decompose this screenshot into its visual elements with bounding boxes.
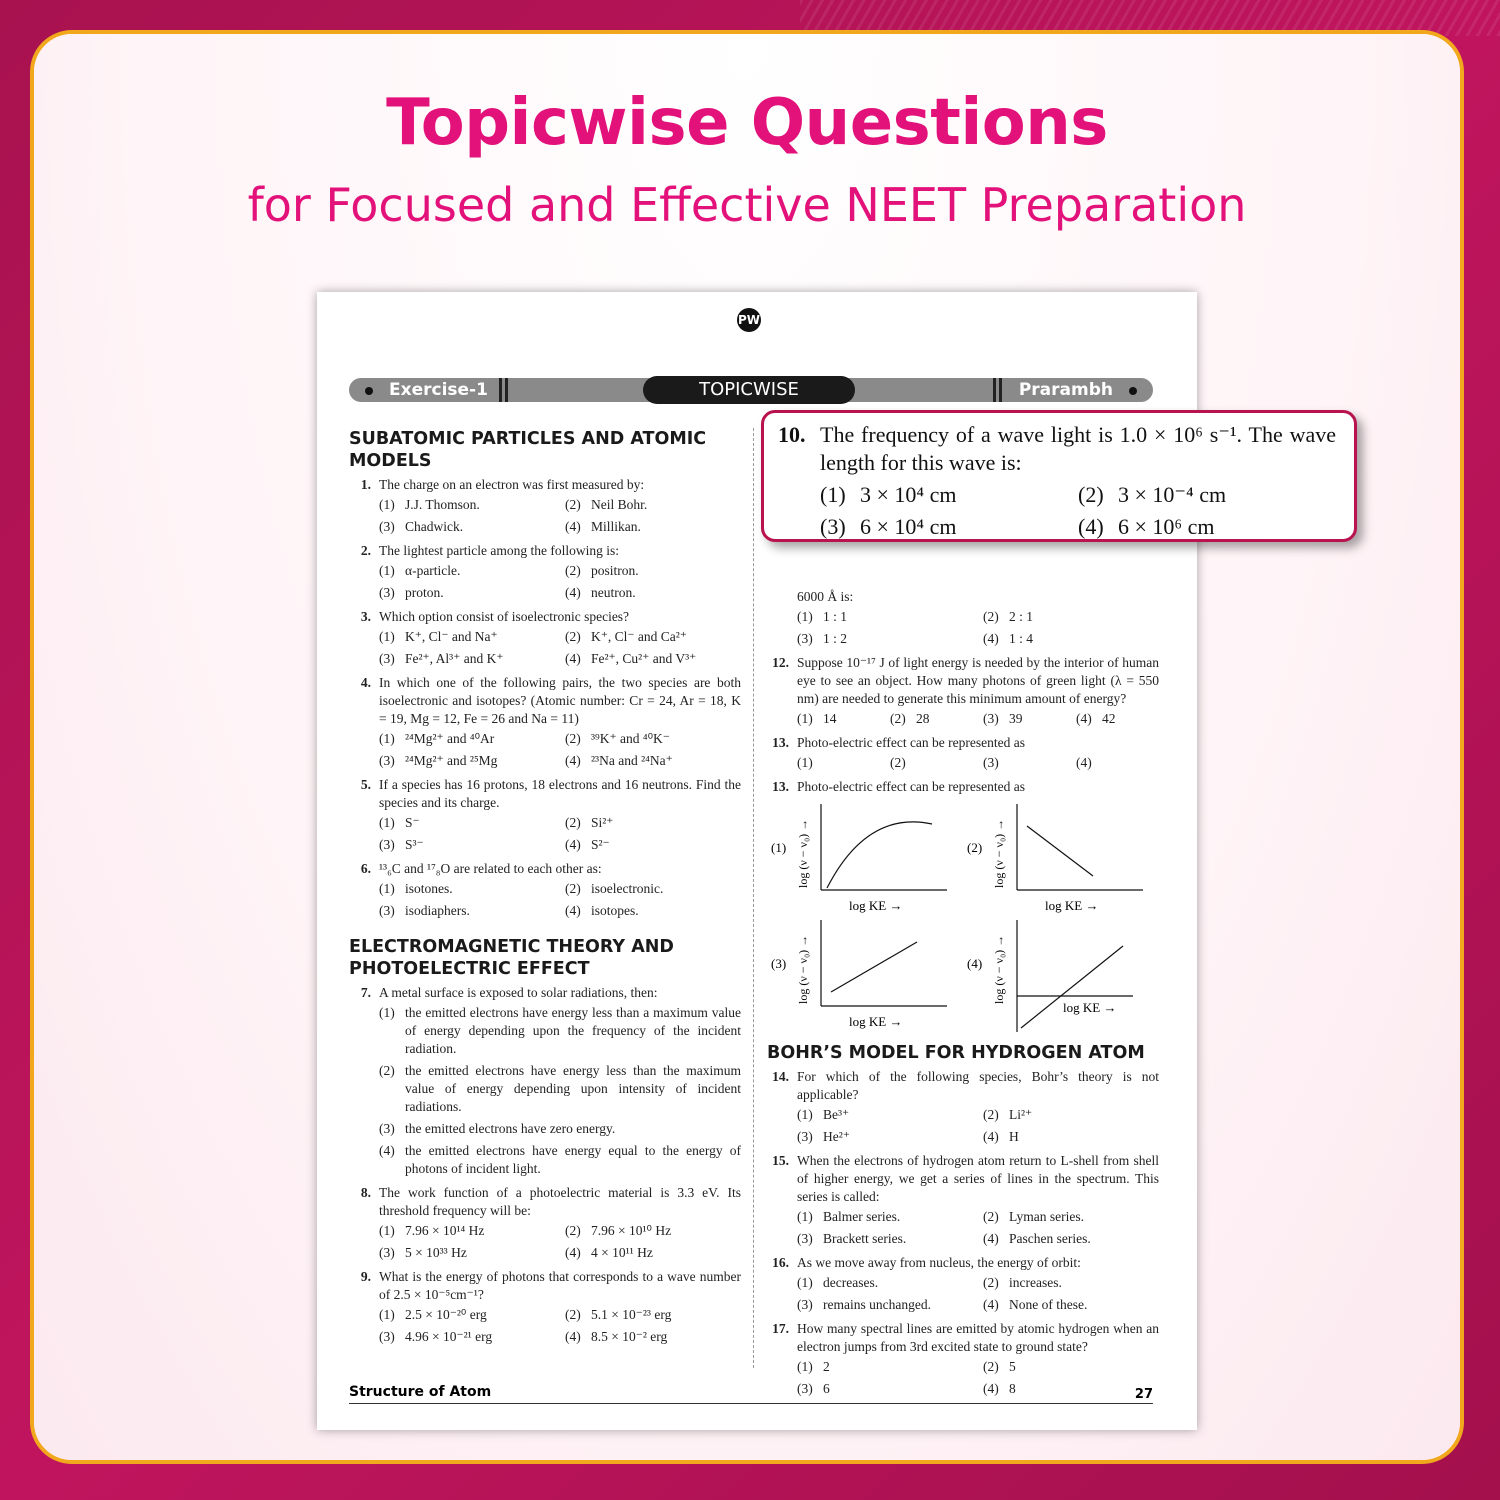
y-axis-label: log (ν − ν₀) → bbox=[796, 934, 810, 1004]
option-text: 2 bbox=[823, 1359, 830, 1374]
option-number: (4) bbox=[565, 1245, 581, 1260]
question-number: 17. bbox=[772, 1321, 789, 1336]
graph-line bbox=[1021, 946, 1123, 1028]
question-number: 7. bbox=[360, 985, 371, 1000]
question bbox=[767, 778, 1159, 796]
option-text: Be³⁺ bbox=[823, 1107, 850, 1122]
option bbox=[565, 1326, 741, 1348]
option-number: (2) bbox=[565, 563, 581, 578]
option-number: (2) bbox=[565, 881, 581, 896]
right-column bbox=[767, 588, 1159, 1404]
option bbox=[565, 878, 741, 900]
photoelectric-graphs bbox=[767, 778, 1159, 1032]
option bbox=[797, 1228, 973, 1250]
option-text: Balmer series. bbox=[823, 1209, 901, 1224]
option bbox=[797, 1378, 973, 1400]
question bbox=[349, 476, 741, 538]
question-text: Suppose 10⁻¹⁷ J of light energy is needed by the interior of human eye to see an object. How many photons of green light (λ = 550 nm) are needed to generate this minimum amount of energy? bbox=[797, 655, 1159, 706]
option-text: ²⁴Mg²⁺ and ²⁵Mg bbox=[405, 753, 498, 768]
option bbox=[565, 1242, 741, 1264]
banner-prarambh-label: Prarambh bbox=[1018, 380, 1113, 400]
option bbox=[565, 560, 741, 582]
option bbox=[379, 1118, 741, 1140]
option bbox=[565, 1304, 741, 1326]
option bbox=[379, 834, 555, 856]
option bbox=[797, 708, 880, 730]
option bbox=[379, 1002, 741, 1060]
question-number: 2. bbox=[360, 543, 371, 558]
option-text: S²⁻ bbox=[591, 837, 610, 852]
option-text: 8 bbox=[1009, 1381, 1016, 1396]
question-number: 12. bbox=[772, 655, 789, 670]
option bbox=[797, 1272, 973, 1294]
option-number: (2) bbox=[983, 1209, 999, 1224]
y-axis-label: log (ν − ν₀) → bbox=[992, 934, 1006, 1004]
option-number: (4) bbox=[565, 651, 581, 666]
option-number: (3) bbox=[797, 1129, 813, 1144]
option-text: 5 bbox=[1009, 1359, 1016, 1374]
option-text: 8.5 × 10⁻² erg bbox=[591, 1329, 668, 1344]
option-text: 5.1 × 10⁻²³ erg bbox=[591, 1307, 672, 1322]
option-text: isoelectronic. bbox=[591, 881, 664, 896]
question-text: The charge on an electron was first measured by: bbox=[379, 477, 645, 492]
option: (1) 3 × 10⁴ cm bbox=[820, 482, 957, 507]
option-number: (4) bbox=[565, 585, 581, 600]
option bbox=[565, 1220, 741, 1242]
question-text: What is the energy of photons that corresponds to a wave number of 2.5 × 10⁻⁵cm⁻¹? bbox=[379, 1269, 741, 1302]
option-text: proton. bbox=[405, 585, 444, 600]
y-axis-label: log (ν − ν₀) → bbox=[992, 818, 1006, 888]
option-number: (4) bbox=[565, 1329, 581, 1344]
graph-option-number: (1) bbox=[771, 840, 787, 855]
question bbox=[349, 542, 741, 604]
question bbox=[767, 1068, 1159, 1148]
option-number: (4) bbox=[565, 519, 581, 534]
banner-exercise-label: Exercise-1 bbox=[389, 380, 488, 400]
option-number: (1) bbox=[797, 1359, 813, 1374]
option-text: Neil Bohr. bbox=[591, 497, 648, 512]
option bbox=[379, 560, 555, 582]
option-text: Brackett series. bbox=[823, 1231, 907, 1246]
option-text: α-particle. bbox=[405, 563, 461, 578]
option-number: (2) bbox=[379, 1063, 395, 1078]
exercise-banner bbox=[349, 376, 1153, 404]
question bbox=[767, 654, 1159, 730]
option-number: (1) bbox=[379, 1307, 395, 1322]
option-number: (1) bbox=[379, 731, 395, 746]
option-text: Lyman series. bbox=[1009, 1209, 1084, 1224]
option-number: (4) bbox=[565, 903, 581, 918]
question-number: 16. bbox=[772, 1255, 789, 1270]
question bbox=[349, 674, 741, 772]
section-heading: BOHR’S MODEL FOR HYDROGEN ATOM bbox=[767, 1043, 1145, 1063]
option-number: (3) bbox=[379, 753, 395, 768]
question bbox=[767, 1320, 1159, 1400]
option: (3) 6 × 10⁴ cm bbox=[820, 514, 957, 539]
option bbox=[379, 878, 555, 900]
option-text: ³⁹K⁺ and ⁴⁰K⁻ bbox=[591, 731, 670, 746]
hero-subtitle: for Focused and Effective NEET Preparation bbox=[247, 178, 1247, 232]
option bbox=[983, 606, 1159, 628]
option-text: 28 bbox=[916, 711, 930, 726]
option-number: (4) bbox=[1076, 711, 1092, 726]
question bbox=[349, 608, 741, 670]
option-number: (4) bbox=[983, 631, 999, 646]
question bbox=[767, 588, 1159, 650]
option-number: (2) bbox=[565, 1223, 581, 1238]
option-text: ²³Na and ²⁴Na⁺ bbox=[591, 753, 673, 768]
option bbox=[379, 900, 555, 922]
option-number: (4) bbox=[983, 1129, 999, 1144]
option-number: (1) bbox=[379, 881, 395, 896]
option-text: None of these. bbox=[1009, 1297, 1088, 1312]
question-text: When the electrons of hydrogen atom return to L-shell from shell of higher energy, we get a series of lines in the spectrum. This series is called: bbox=[797, 1153, 1159, 1204]
option bbox=[797, 1356, 973, 1378]
question-number: 14. bbox=[772, 1069, 789, 1084]
question-number: 3. bbox=[360, 609, 371, 624]
option-text: Millikan. bbox=[591, 519, 641, 534]
option bbox=[379, 648, 555, 670]
option-text: 14 bbox=[823, 711, 837, 726]
option-number: (3) bbox=[983, 711, 999, 726]
question-number: 4. bbox=[360, 675, 371, 690]
option-text: 42 bbox=[1102, 711, 1116, 726]
option-number: (2) bbox=[983, 609, 999, 624]
option-text: He²⁺ bbox=[823, 1129, 850, 1144]
option bbox=[379, 1060, 741, 1118]
option-text: remains unchanged. bbox=[823, 1297, 931, 1312]
x-axis-label: log KE → bbox=[1045, 898, 1099, 913]
option-text: 5 × 10³³ Hz bbox=[405, 1245, 467, 1260]
question bbox=[767, 734, 1159, 774]
graph-option-2 bbox=[963, 800, 1153, 916]
option-number: (1) bbox=[379, 629, 395, 644]
option-text: the emitted electrons have energy less than the maximum value of energy depending upon intensity of incident radiations. bbox=[405, 1063, 741, 1114]
option bbox=[983, 1104, 1159, 1126]
option-number: (2) bbox=[983, 1359, 999, 1374]
content-frame bbox=[30, 30, 1464, 1464]
option-number: (4) bbox=[379, 1143, 395, 1158]
option bbox=[379, 812, 555, 834]
option-text: the emitted electrons have energy equal to the energy of photons of incident light. bbox=[405, 1143, 741, 1176]
option-number: (1) bbox=[797, 609, 813, 624]
x-axis-label: log KE → bbox=[849, 898, 903, 913]
option: (2) 3 × 10⁻⁴ cm bbox=[1078, 482, 1227, 507]
option bbox=[565, 648, 741, 670]
option bbox=[983, 1294, 1159, 1316]
option-number: (2) bbox=[565, 629, 581, 644]
option-text: isotones. bbox=[405, 881, 453, 896]
option bbox=[565, 750, 741, 772]
highlighted-question-callout bbox=[761, 410, 1357, 542]
option-text: J.J. Thomson. bbox=[405, 497, 480, 512]
question-number: 9. bbox=[360, 1269, 371, 1284]
option bbox=[797, 1294, 973, 1316]
option-text: Fe²⁺, Cu²⁺ and V³⁺ bbox=[591, 651, 697, 666]
option-number: (1) bbox=[797, 1107, 813, 1122]
graph-line bbox=[1027, 826, 1093, 876]
option bbox=[983, 1228, 1159, 1250]
option-number: (2) bbox=[565, 1307, 581, 1322]
option bbox=[797, 628, 973, 650]
option-number: (2) bbox=[983, 1275, 999, 1290]
question-number: 1. bbox=[360, 477, 371, 492]
option-number: (4) bbox=[565, 753, 581, 768]
option-text: 1 : 2 bbox=[823, 631, 848, 646]
option-number: (3) bbox=[379, 519, 395, 534]
option-number: (1) bbox=[797, 1209, 813, 1224]
option-text: positron. bbox=[591, 563, 639, 578]
option-number: (3) bbox=[379, 903, 395, 918]
option bbox=[379, 582, 555, 604]
question bbox=[349, 984, 741, 1180]
option-number: (3) bbox=[797, 631, 813, 646]
question-text: The work function of a photoelectric material is 3.3 eV. Its threshold frequency will be: bbox=[379, 1185, 741, 1218]
question-number: 13. bbox=[772, 735, 789, 750]
option-number: (1) bbox=[379, 1223, 395, 1238]
option bbox=[379, 1242, 555, 1264]
option bbox=[379, 728, 555, 750]
option-text: neutron. bbox=[591, 585, 636, 600]
question-text: If a species has 16 protons, 18 electrons and 16 neutrons. Find the species and its charge. bbox=[379, 777, 741, 810]
graph-option-1 bbox=[767, 800, 957, 916]
option-number: (3) bbox=[379, 1121, 395, 1136]
option bbox=[797, 1104, 973, 1126]
question-number: 5. bbox=[360, 777, 371, 792]
option-text: Fe²⁺, Al³⁺ and K⁺ bbox=[405, 651, 504, 666]
option bbox=[565, 728, 741, 750]
option-text: 2.5 × 10⁻²⁰ erg bbox=[405, 1307, 487, 1322]
option-text: ²⁴Mg²⁺ and ⁴⁰Ar bbox=[405, 731, 495, 746]
question-number: 8. bbox=[360, 1185, 371, 1200]
option bbox=[983, 1378, 1159, 1400]
option-text: H bbox=[1009, 1129, 1019, 1144]
option bbox=[797, 606, 973, 628]
option-text: 4.96 × 10⁻²¹ erg bbox=[405, 1329, 493, 1344]
option: (2) bbox=[890, 755, 906, 770]
question-text: In which one of the following pairs, the two species are both isoelectronic and isotopes? (Atomic number: Cr = 24, Ar = 18, K = 19, Mg = 12, Fe = 26 and Na = 11) bbox=[379, 675, 741, 726]
option-number: (2) bbox=[565, 815, 581, 830]
option-number: (3) bbox=[379, 1245, 395, 1260]
option-number: (1) bbox=[379, 1005, 395, 1020]
question-number: 13. bbox=[772, 779, 789, 794]
option bbox=[379, 1220, 555, 1242]
option-text: Si²⁺ bbox=[591, 815, 614, 830]
option-text: isodiaphers. bbox=[405, 903, 470, 918]
question-text: The lightest particle among the following is: bbox=[379, 543, 619, 558]
option bbox=[565, 626, 741, 648]
question bbox=[349, 860, 741, 922]
footer-rule bbox=[349, 1403, 1153, 1404]
option-text: S³⁻ bbox=[405, 837, 424, 852]
option-number: (3) bbox=[379, 585, 395, 600]
option bbox=[565, 834, 741, 856]
option-number: (2) bbox=[565, 731, 581, 746]
option bbox=[565, 494, 741, 516]
option-text: 1 : 4 bbox=[1009, 631, 1034, 646]
option-text: increases. bbox=[1009, 1275, 1062, 1290]
option bbox=[379, 516, 555, 538]
option-number: (3) bbox=[797, 1231, 813, 1246]
option bbox=[983, 1126, 1159, 1148]
question bbox=[767, 1254, 1159, 1316]
option-number: (1) bbox=[379, 563, 395, 578]
question-text: The frequency of a wave light is 1.0 × 10⁶ s⁻¹. The wave length for this wave is: bbox=[820, 422, 1336, 475]
option bbox=[797, 1126, 973, 1148]
option-text: K⁺, Cl⁻ and Na⁺ bbox=[405, 629, 498, 644]
option bbox=[983, 1356, 1159, 1378]
pw-logo: PW bbox=[737, 308, 761, 332]
option bbox=[379, 1326, 555, 1348]
option-text: S⁻ bbox=[405, 815, 420, 830]
option-number: (3) bbox=[797, 1297, 813, 1312]
option bbox=[1076, 708, 1159, 730]
question bbox=[767, 1152, 1159, 1250]
question-number: 6. bbox=[360, 861, 371, 876]
option-number: (4) bbox=[983, 1231, 999, 1246]
graph-option-number: (3) bbox=[771, 956, 787, 971]
option-text: K⁺, Cl⁻ and Ca²⁺ bbox=[591, 629, 687, 644]
option: (4) 6 × 10⁶ cm bbox=[1078, 514, 1215, 539]
option bbox=[379, 1140, 741, 1180]
question-text: A metal surface is exposed to solar radiations, then: bbox=[379, 985, 658, 1000]
question-text: Photo-electric effect can be represented as bbox=[797, 779, 1026, 794]
option bbox=[797, 1206, 973, 1228]
footer-page-number: 27 bbox=[1134, 1387, 1153, 1402]
x-axis-label: log KE → bbox=[1063, 1000, 1117, 1015]
graph-option-4 bbox=[963, 916, 1153, 1032]
option-text: 1 : 1 bbox=[823, 609, 848, 624]
option-number: (1) bbox=[379, 497, 395, 512]
option-number: (3) bbox=[379, 837, 395, 852]
option bbox=[379, 626, 555, 648]
question bbox=[349, 776, 741, 856]
option-number: (1) bbox=[797, 711, 813, 726]
option-text: 39 bbox=[1009, 711, 1023, 726]
option: (4) bbox=[1076, 755, 1092, 770]
option-text: 7.96 × 10¹⁰ Hz bbox=[591, 1223, 672, 1238]
graph-option-3 bbox=[767, 916, 957, 1032]
footer-chapter: Structure of Atom bbox=[349, 1384, 492, 1400]
option-number: (3) bbox=[797, 1381, 813, 1396]
graph-line bbox=[827, 822, 932, 888]
option-text: Li²⁺ bbox=[1009, 1107, 1033, 1122]
option-text: 7.96 × 10¹⁴ Hz bbox=[405, 1223, 485, 1238]
option-text: Chadwick. bbox=[405, 519, 464, 534]
option bbox=[379, 494, 555, 516]
question-text: For which of the following species, Bohr’s theory is not applicable? bbox=[797, 1069, 1159, 1102]
option-text: 4 × 10¹¹ Hz bbox=[591, 1245, 653, 1260]
question-text: ¹³₆C and ¹⁷₈O are related to each other as: bbox=[379, 861, 602, 876]
section-heading: SUBATOMIC PARTICLES AND ATOMIC MODELS bbox=[349, 429, 707, 471]
option-text: Paschen series. bbox=[1009, 1231, 1091, 1246]
option-text: isotopes. bbox=[591, 903, 639, 918]
graph-option-number: (2) bbox=[967, 840, 983, 855]
question-number: 15. bbox=[772, 1153, 789, 1168]
graph-line bbox=[831, 942, 917, 992]
option-text: 2 : 1 bbox=[1009, 609, 1034, 624]
option-text: the emitted electrons have energy less than a maximum value of energy depending upon the frequency of the incident radiation. bbox=[405, 1005, 741, 1056]
question-number: 10. bbox=[778, 422, 806, 447]
question-text: Which option consist of isoelectronic species? bbox=[379, 609, 630, 624]
option-number: (1) bbox=[797, 1275, 813, 1290]
option bbox=[890, 708, 973, 730]
option bbox=[379, 1304, 555, 1326]
option bbox=[983, 628, 1159, 650]
column-divider bbox=[753, 428, 754, 1368]
hero-title: Topicwise Questions bbox=[386, 86, 1108, 160]
banner-topicwise-label: TOPICWISE bbox=[643, 376, 855, 404]
left-column bbox=[349, 428, 741, 1352]
option bbox=[983, 708, 1066, 730]
option-text: the emitted electrons have zero energy. bbox=[405, 1121, 616, 1136]
option-number: (4) bbox=[565, 837, 581, 852]
y-axis-label: log (ν − ν₀) → bbox=[796, 818, 810, 888]
option-number: (1) bbox=[379, 815, 395, 830]
option-number: (3) bbox=[379, 1329, 395, 1344]
option bbox=[565, 812, 741, 834]
option: (3) bbox=[983, 755, 999, 770]
question bbox=[349, 1184, 741, 1264]
option bbox=[983, 1272, 1159, 1294]
option-text: decreases. bbox=[823, 1275, 879, 1290]
option bbox=[565, 516, 741, 538]
question-text: 6000 Å is: bbox=[797, 589, 854, 604]
question-text: How many spectral lines are emitted by atomic hydrogen when an electron jumps from 3rd excited state to ground state? bbox=[797, 1321, 1159, 1354]
option-number: (2) bbox=[890, 711, 906, 726]
option bbox=[379, 750, 555, 772]
option bbox=[983, 1206, 1159, 1228]
x-axis-label: log KE → bbox=[849, 1014, 903, 1029]
option-number: (4) bbox=[983, 1381, 999, 1396]
option bbox=[565, 582, 741, 604]
graph-option-number: (4) bbox=[967, 956, 983, 971]
option-text: 6 bbox=[823, 1381, 830, 1396]
option-number: (2) bbox=[983, 1107, 999, 1122]
option bbox=[565, 900, 741, 922]
question-text: Photo-electric effect can be represented as bbox=[797, 735, 1026, 750]
option: (1) bbox=[797, 755, 813, 770]
option-number: (2) bbox=[565, 497, 581, 512]
option-number: (3) bbox=[379, 651, 395, 666]
question bbox=[349, 1268, 741, 1348]
section-heading: ELECTROMAGNETIC THEORY AND PHOTOELECTRIC EFFECT bbox=[349, 937, 674, 979]
option-number: (4) bbox=[983, 1297, 999, 1312]
question-text: As we move away from nucleus, the energy of orbit: bbox=[797, 1255, 1081, 1270]
